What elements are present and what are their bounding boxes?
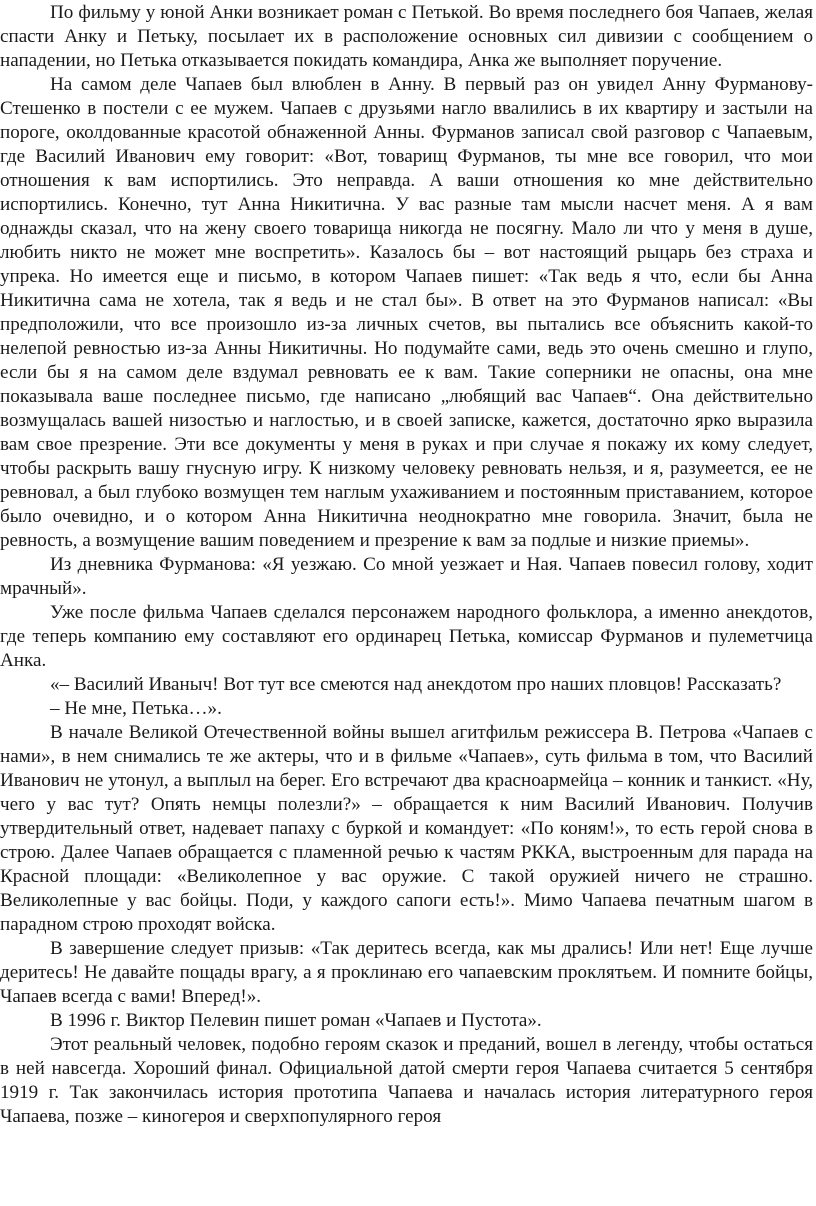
paragraph-anecdote-answer: – Не мне, Петька…».: [50, 698, 222, 719]
paragraph-anecdote-question: «– Василий Иваныч! Вот тут все смеются над анекдотом про наших пловцов! Рассказать?: [50, 674, 782, 695]
paragraph-folklore: Уже после фильма Чапаев сделался персонажем народного фольклора, а именно анекдотов, где теперь компанию ему составляют его ординарец Петька, комиссар Фурманов и пулеметчица Анка.: [0, 602, 813, 671]
paragraph-agitfilm: В начале Великой Отечественной войны вышел агитфильм режиссера В. Петрова «Чапаев с нами», в нем снимались те же актеры, что и в фильме «Чапаев», суть фильма в том, что Василий Иванович не утонул, а выплыл на берег. Его встречают два красноармейца – конник и танкист. «Ну, чего у вас тут? Опять немцы полезли?» – обращается к ним Василий Иванович. Получив утвердительный ответ, надевает папаху с буркой и командует: «По коням!», то есть герой снова в строю. Далее Чапаев обращается с пламенной речью к частям РККА, выстроенным для парада на Красной площади: «Великолепное у вас оружие. С такой оружией ничего не страшно. Великолепные у вас бойцы. Поди, у каждого сапоги есть!». Мимо Чапаева печатным шагом в парадном строю проходят войска.: [0, 722, 813, 935]
paragraph-chapaev-and-anna: На самом деле Чапаев был влюблен в Анну. В первый раз он увидел Анну Фурманову-Стешенко в постели с ее мужем. Чапаев с друзьями нагло ввалились в их квартиру и застыли на пороге, околдованные красотой обнаженной Анны. Фурманов записал свой разговор с Чапаевым, где Василий Иванович ему говорит: «Вот, товарищ Фурманов, ты мне все говорил, что мои отношения к вам испортились. Это неправда. А ваши отношения ко мне действительно испортились. Конечно, тут Анна Никитична. У вас разные там мысли насчет меня. А я вам однажды сказал, что на жену своего товарища никогда не посягну. Мало ли что у меня в душе, любить никто не может мне воспретить». Казалось бы – вот настоящий рыцарь без страха и упрека. Но имеется еще и письмо, в котором Чапаев пишет: «Так ведь я что, если бы Анна Никитична сама не хотела, так я ведь и не стал бы». В ответ на это Фурманов написал: «Вы предположили, что все произошло из-за личных счетов, вы пытались все объяснить какой-то нелепой ревностью из-за Анны Никитичны. Но подумайте сами, ведь это очень смешно и глупо, если бы я на самом деле вздумал ревновать ее к вам. Такие соперники не опасны, она мне показывала ваше последнее письмо, где написано „любящий вас Чапаев“. Она действительно возмущалась вашей низостью и наглостью, и в своей записке, кажется, достаточно ярко выразила вам свое презрение. Эти все документы у меня в руках и при случае я покажу их кому следует, чтобы раскрыть вашу гнусную игру. К низкому человеку ревновать нельзя, и я, разумеется, ее не ревновал, а был глубоко возмущен тем наглым ухаживанием и постоянным приставанием, которое было очевидно, и о котором Анна Никитична неоднократно мне говорила. Значит, была не ревность, а возмущение вашим поведением и презрение к вам за подлые и низкие приемы».: [0, 74, 813, 551]
paragraph-romance-in-film: По фильму у юной Анки возникает роман с Петькой. Во время последнего боя Чапаев, желая спасти Анку и Петьку, посылает их в расположение основных сил дивизии с сообщением о нападении, но Петька отказывается покидать командира, Анка же выполняет поручение.: [0, 2, 813, 71]
paragraph-call-to-arms: В завершение следует призыв: «Так деритесь всегда, как мы дрались! Или нет! Еще лучше деритесь! Не давайте пощады врагу, а я проклинаю его чапаевским проклятьем. И помните бойцы, Чапаев всегда с вами! Вперед!».: [0, 938, 813, 1007]
paragraph-legend: Этот реальный человек, подобно героям сказок и преданий, вошел в легенду, чтобы остаться в ней навсегда. Хороший финал. Официальной датой смерти героя Чапаева считается 5 сентября 1919 г. Так закончилась история прототипа Чапаева и началась история литературного героя Чапаева, позже – киногероя и сверхпопулярного героя: [0, 1034, 813, 1127]
paragraph-furmanov-diary: Из дневника Фурманова: «Я уезжаю. Со мной уезжает и Ная. Чапаев повесил голову, ходит мрачный».: [0, 554, 813, 599]
paragraph-pelevin: В 1996 г. Виктор Пелевин пишет роман «Чапаев и Пустота».: [50, 1010, 542, 1031]
